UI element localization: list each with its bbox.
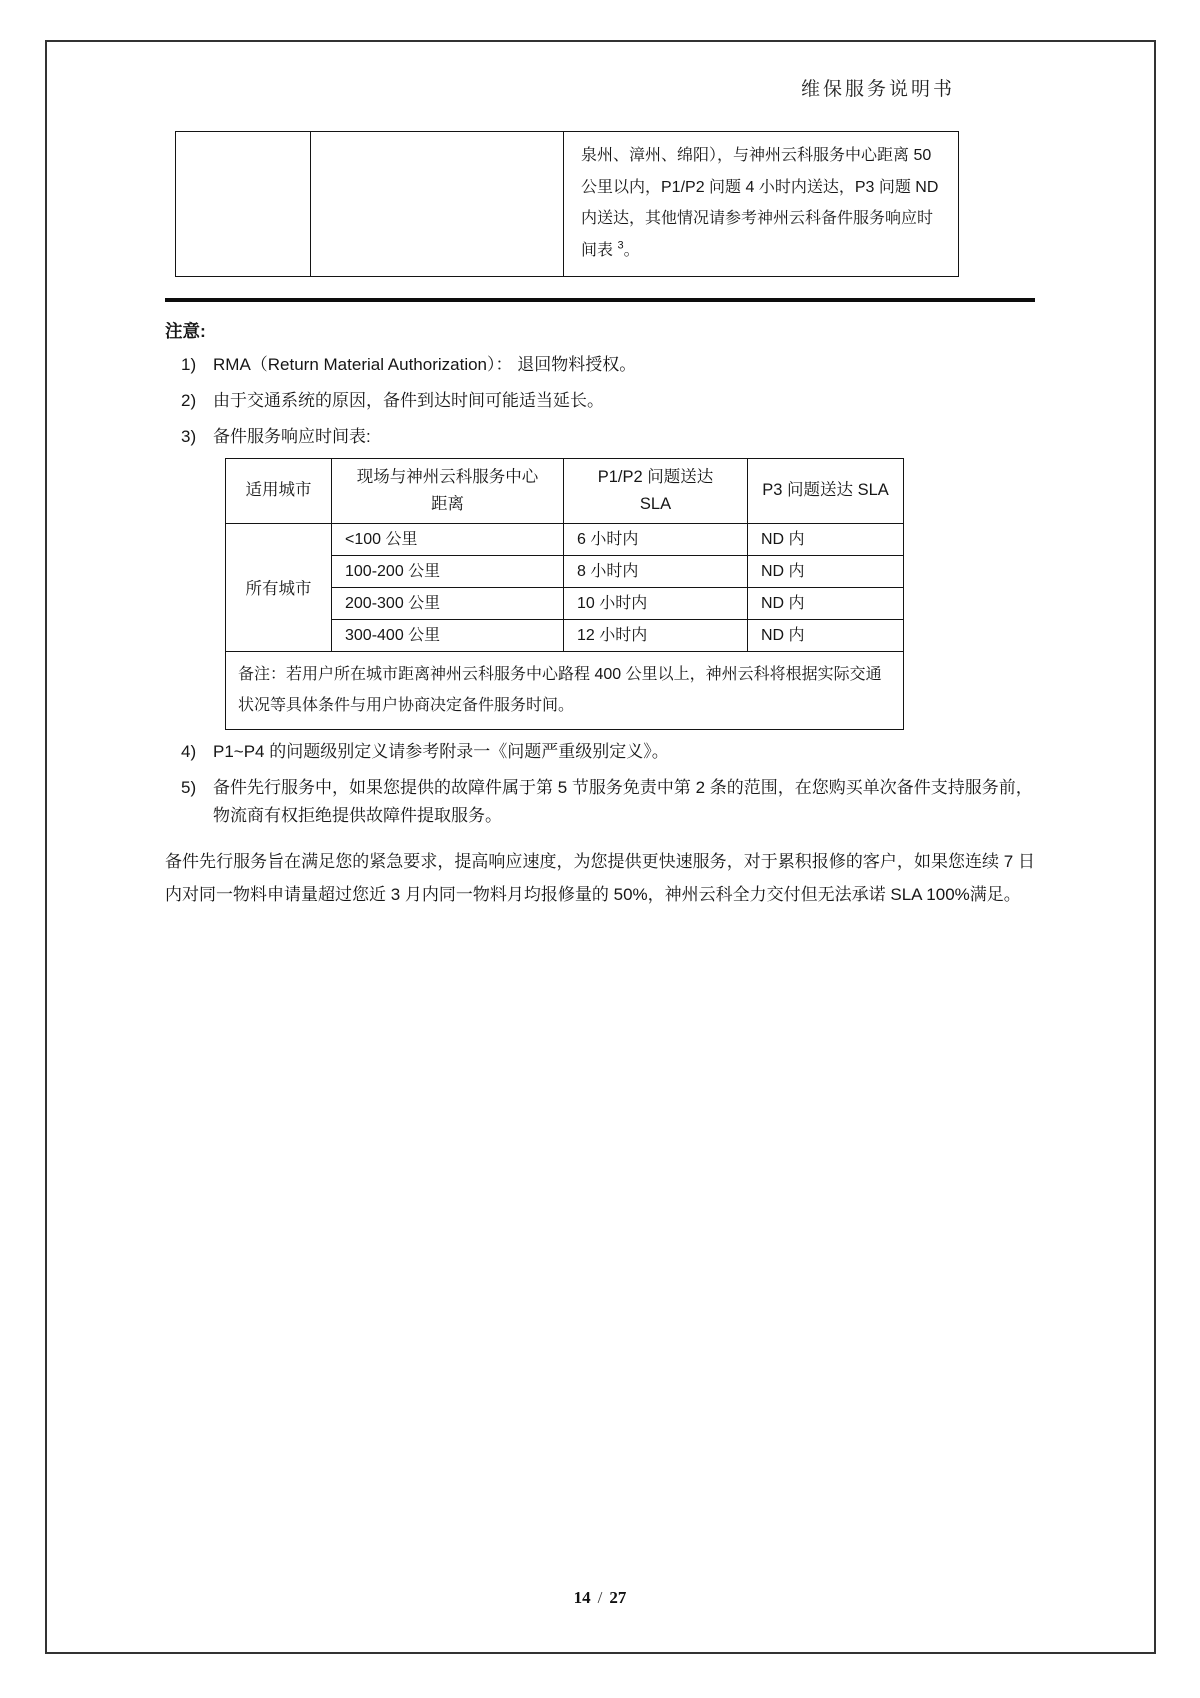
carryover-table-row <box>176 132 959 277</box>
closing-paragraph: 备件先行服务旨在满足您的紧急要求，提高响应速度，为您提供更快速服务，对于累积报修的客户，如果您连续 7 日内对同一物料申请量超过您近 3 月内同一物料月均报修量的 50%，神州云科全力交付但无法承诺 SLA 100%满足。 <box>165 851 1035 904</box>
notes-heading: 注意: <box>165 320 206 341</box>
note-item-5 <box>165 774 1035 830</box>
sla-group-all-cities: 所有城市 <box>226 523 332 651</box>
sla-response-time-table <box>225 458 904 730</box>
note-text: RMA（Return Material Authorization）： 退回物料授权。 <box>213 354 637 374</box>
note-text: P1~P4 的问题级别定义请参考附录一《问题严重级别定义》。 <box>213 741 669 761</box>
sla-cell-p1p2: 10 小时内 <box>564 587 748 619</box>
document-header-title: 维保服务说明书 <box>800 79 955 100</box>
note-text: 备件服务响应时间表: <box>213 426 371 446</box>
sla-cell-distance: <100 公里 <box>332 523 564 555</box>
carryover-cell-empty-2 <box>311 132 564 277</box>
note-item-3 <box>165 423 1035 451</box>
section-divider-rule <box>165 298 1035 302</box>
sla-table-row <box>226 523 904 555</box>
note-number: 4) <box>181 741 197 761</box>
sla-cell-p1p2: 8 小时内 <box>564 555 748 587</box>
carryover-cell-empty-1 <box>176 132 311 277</box>
sla-cell-p1p2: 6 小时内 <box>564 523 748 555</box>
sla-cell-distance: 200-300 公里 <box>332 587 564 619</box>
note-text: 由于交通系统的原因，备件到达时间可能适当延长。 <box>213 390 604 410</box>
note-number: 3) <box>181 426 197 446</box>
sla-cell-distance: 300-400 公里 <box>332 619 564 651</box>
page-number-current: 14 <box>573 1588 591 1607</box>
sla-header-p1p2 <box>564 458 748 523</box>
sla-header-p3 <box>748 458 904 523</box>
sla-header-p3-label: P3 问题送达 SLA <box>762 481 889 500</box>
note-number: 1) <box>181 354 197 374</box>
sla-header-city <box>226 458 332 523</box>
carryover-text-main: 泉州、漳州、绵阳），与神州云科服务中心距离 50 公里以内，P1/P2 问题 4 小时内送达，P3 问题 ND 内送达，其他情况请参考神州云科备件服务响应时间表 <box>581 147 939 259</box>
carryover-cell-text <box>564 132 959 277</box>
page-number-total: 27 <box>609 1588 627 1607</box>
sla-table-note-row <box>226 651 904 729</box>
sla-cell-p1p2: 12 小时内 <box>564 619 748 651</box>
note-text: 备件先行服务中，如果您提供的故障件属于第 5 节服务免责中第 2 条的范围，在您购买单次备件支持服务前，物流商有权拒绝提供故障件提取服务。 <box>213 777 1033 825</box>
carryover-table <box>175 131 959 277</box>
sla-table-note: 备注：若用户所在城市距离神州云科服务中心路程 400 公里以上，神州云科将根据实际交通状况等具体条件与用户协商决定备件服务时间。 <box>226 651 904 729</box>
sla-header-distance-label: 现场与神州云科服务中心距离 <box>356 467 539 513</box>
sla-header-city-label: 适用城市 <box>245 481 312 500</box>
page-number-separator: / <box>597 1588 603 1607</box>
note-number: 5) <box>181 777 197 797</box>
sla-cell-p3: ND 内 <box>748 587 904 619</box>
sla-cell-p3: ND 内 <box>748 555 904 587</box>
carryover-text-end: 。 <box>623 241 640 259</box>
sla-header-distance <box>332 458 564 523</box>
sla-cell-p3: ND 内 <box>748 523 904 555</box>
sla-cell-p3: ND 内 <box>748 619 904 651</box>
page-footer <box>0 1588 1200 1608</box>
sla-header-p1p2-label: P1/P2 问题送达 SLA <box>597 467 714 513</box>
note-item-2 <box>165 387 1035 415</box>
note-item-4 <box>165 738 1035 766</box>
footnote-ref-3: 3 <box>617 239 624 252</box>
sla-cell-distance: 100-200 公里 <box>332 555 564 587</box>
note-number: 2) <box>181 390 197 410</box>
sla-table-header-row <box>226 458 904 523</box>
note-item-1 <box>165 351 1035 379</box>
